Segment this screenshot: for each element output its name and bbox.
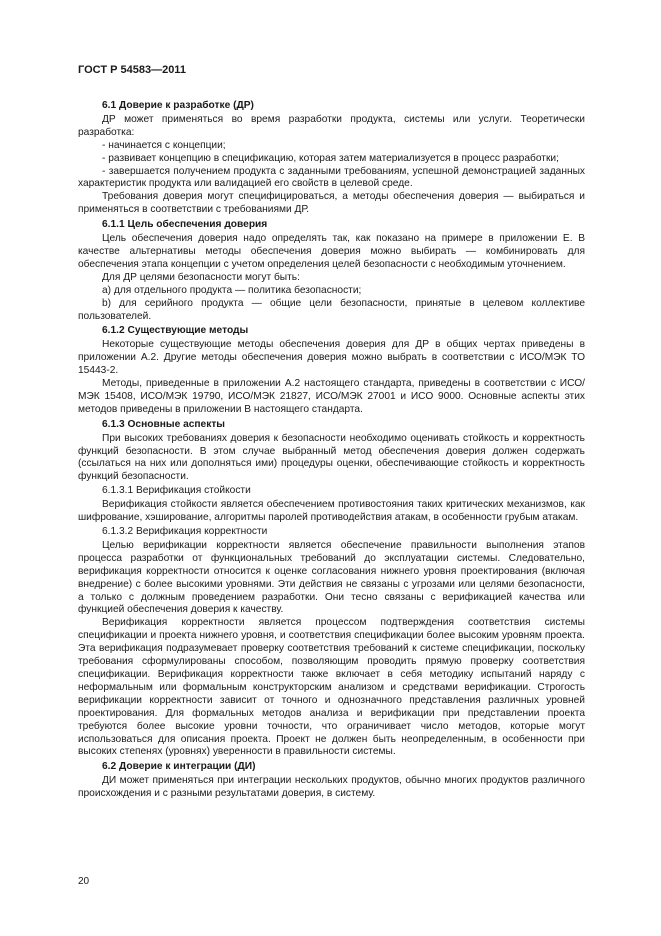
paragraph: Для ДР целями безопасности могут быть: xyxy=(102,271,300,283)
section-heading: 6.1 Доверие к разработке (ДР) xyxy=(102,100,254,111)
paragraph: ДИ может применяться при интеграции нескольких продуктов, обычно многих продуктов различного происхождения и с разными результатами доверия, в систему. xyxy=(78,775,585,800)
paragraph: - начинается с концепции; xyxy=(102,139,226,151)
paragraph: Требования доверия могут специфицироваться, а методы обеспечения доверия — выбираться и применяться в соответствии с требованиями ДР. xyxy=(78,191,585,216)
section-heading: 6.1.3 Основные аспекты xyxy=(102,418,226,430)
paragraph: Верификация корректности является процессом подтверждения соответствия системы спецификации и проекта нижнего уровня, и соответствия спецификации более высоким уровням проекта. Эта верификация подразумевает проверку соответствия требований к системе спецификации, поскольку требования сформулированы способом, позволяющим проводить прямую проверку соответствия спецификации. Верификация корректности также включает в себя методику испытаний наряду с неформальным или формальным конструкторским анализом и средствами верификации. Строгость верификации корректности зависит от точного и однозначного представления различных уровней проектирования. Для формальных методов анализа и верификации при представлении проекта требуются более высокие уровни точности, что ограничивает число методов, которые могут использоваться для описания проекта. Проект не должен быть неопределенным, в особенности при высоких степенях (уровнях) уверенности в правильности системы. xyxy=(78,617,585,758)
paragraph: Некоторые существующие методы обеспечения доверия для ДР в общих чертах приведены в приложении А.2. Другие методы обеспечения доверия можно выбрать в соответствии с ИСО/МЭК ТО 15443-2. xyxy=(78,339,585,377)
subsection-heading: 6.1.3.2 Верификация корректности xyxy=(102,526,268,537)
paragraph: b) для серийного продукта — общие цели безопасности, принятые в целевом коллективе пользователей. xyxy=(78,297,585,322)
paragraph: а) для отдельного продукта — политика безопасности; xyxy=(102,284,362,296)
paragraph: - завершается получением продукта с заданными требованиям, успешной демонстрацией заданных характеристик продукта или валидацией его свойств в целевой среде. xyxy=(78,165,585,190)
paragraph: Целью верификации корректности является обеспечение правильности выполнения этапов процесса разработки от функциональных требований до эксплуатации системы. Следовательно, верификация корректности относится к оценке согласования нижнего уровня проектирования (включая внедрение) с более высокими уровнями. Эти действия не связаны с угрозами или целями безопасности, а только с должным проведением разработки. Они тесно связаны с верификацией качества или функцией обеспечения доверия к качеству. xyxy=(78,539,585,616)
document-body xyxy=(78,98,585,801)
paragraph: При высоких требованиях доверия к безопасности необходимо оценивать стойкость и корректность функций безопасности. В этом случае выбранный метод обеспечения доверия должен содержать (ссылаться на них или дополняться ими) процедуры оценки, обеспечивающие стойкость и корректность функций безопасности. xyxy=(78,432,585,483)
paragraph: Методы, приведенные в приложении А.2 настоящего стандарта, приведены в соответствии с ИСО/МЭК 15408, ИСО/МЭК 19790, ИСО/МЭК 21827, ИСО/МЭК 27001 и ИСО 9000. Основные аспекты этих методов приведены в приложении В настоящего стандарта. xyxy=(78,378,585,415)
section-heading: 6.1.1 Цель обеспечения доверия xyxy=(102,219,268,231)
paragraph: Цель обеспечения доверия надо определять так, как показано на примере в приложении Е. В качестве альтернативы методы обеспечения доверия можно выбирать — комбинировать для обеспечения этапа концепции с учетом определения целей безопасности с необходимым уточнением. xyxy=(78,233,585,270)
page-number: 20 xyxy=(78,876,90,887)
document-header: ГОСТ Р 54583—2011 xyxy=(78,64,186,76)
section-heading: 6.2 Доверие к интеграции (ДИ) xyxy=(102,761,256,773)
section-heading: 6.1.2 Существующие методы xyxy=(102,325,249,337)
paragraph: ДР может применяться во время разработки продукта, системы или услуги. Теоретически разработка: xyxy=(78,113,585,138)
paragraph: Верификация стойкости является обеспечением противостояния таких критических механизмов, как шифрование, хэширование, алгоритмы паролей противодействия атакам, в особенности грубым атакам. xyxy=(78,499,585,524)
subsection-heading: 6.1.3.1 Верификация стойкости xyxy=(102,485,251,497)
paragraph: - развивает концепцию в спецификацию, которая затем материализуется в процесс разработки; xyxy=(102,152,559,164)
